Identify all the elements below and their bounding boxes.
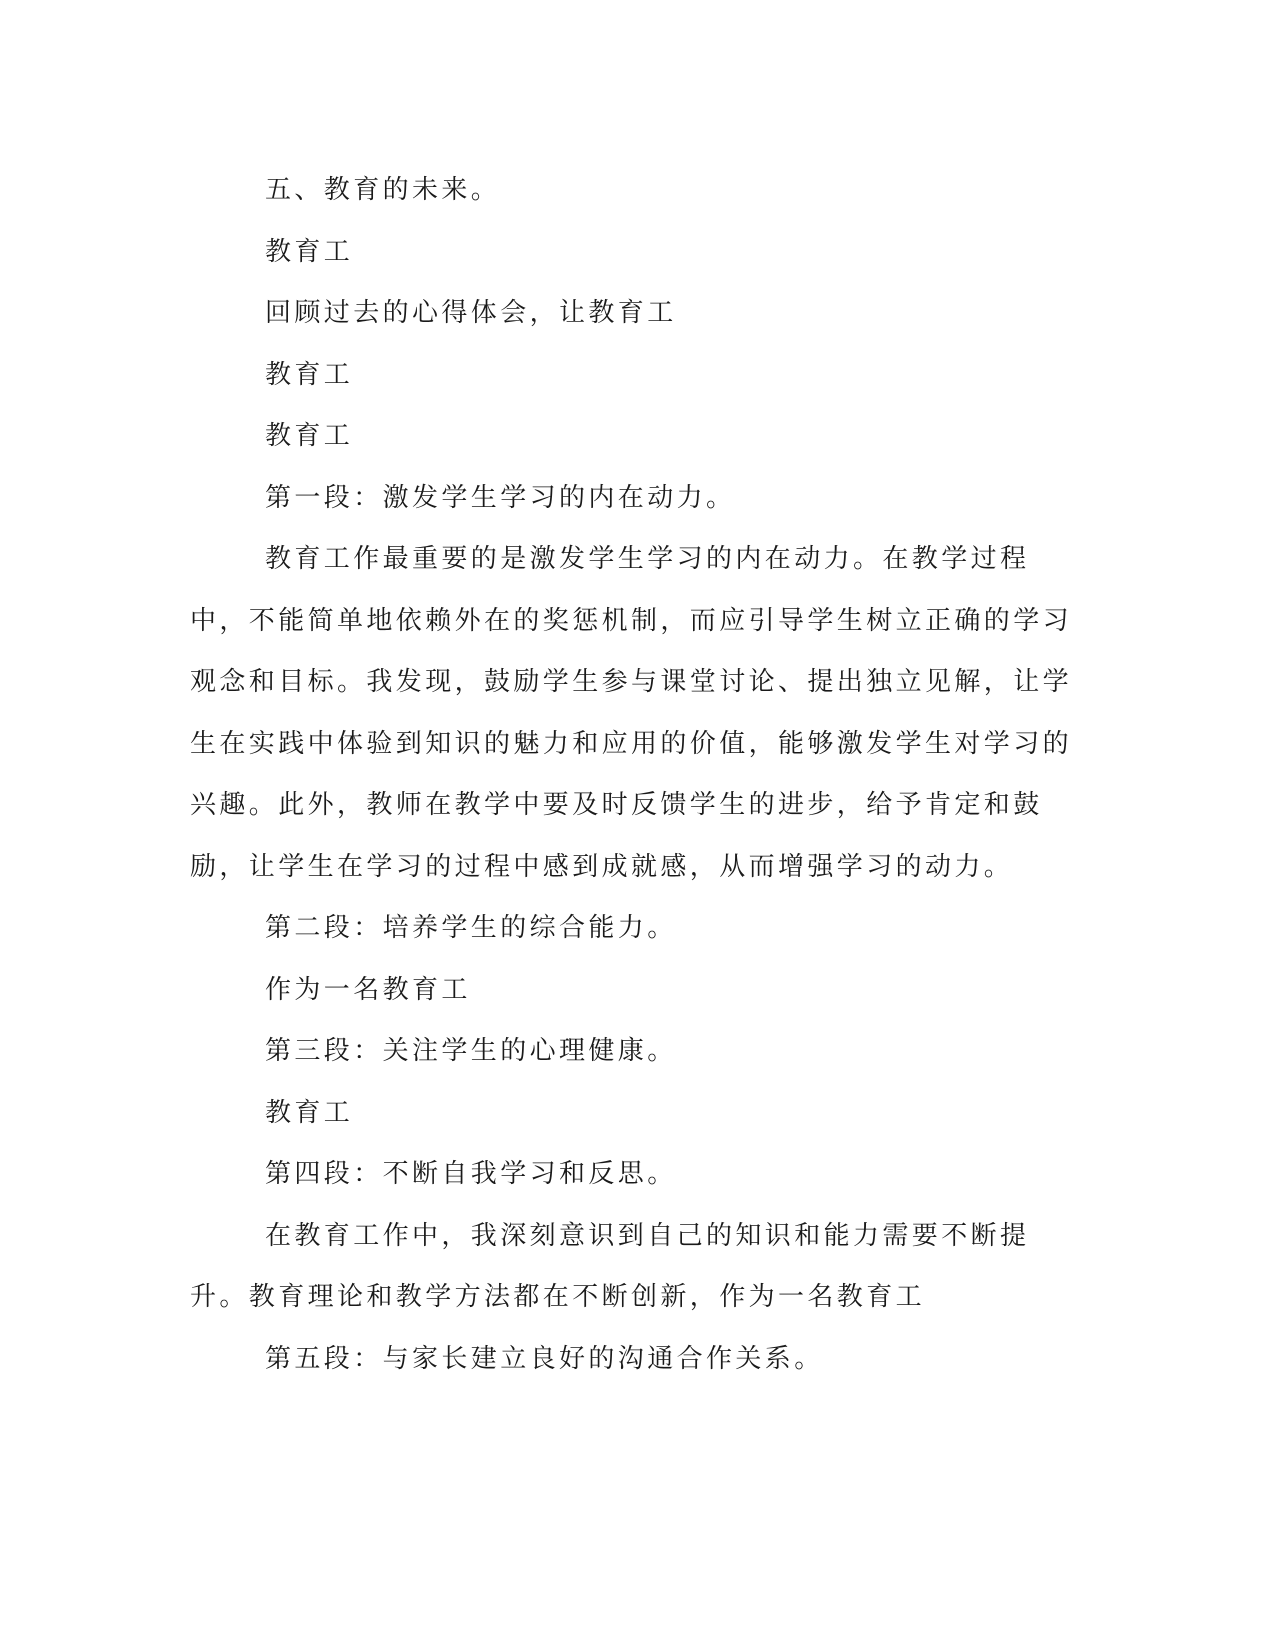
section-body-2: 作为一名教育工 — [265, 974, 471, 1005]
section-body-4: 在教育工作中，我深刻意识到自己的知识和能力需要不断提升。教育理论和教学方法都在不断创新，作为一名教育工 — [190, 1220, 1030, 1312]
section-heading-4: 第四段：不断自我学习和反思。 — [265, 1159, 677, 1189]
heading-future-of-education: 五、教育的未来。 — [265, 175, 501, 205]
document-body — [190, 160, 1075, 1390]
section-body-3: 教育工 — [265, 1097, 354, 1128]
paragraph-truncated-2: 教育工 — [265, 359, 354, 390]
section-heading-2: 第二段：培养学生的综合能力。 — [265, 913, 677, 943]
section-body-1: 教育工作最重要的是激发学生学习的内在动力。在教学过程中，不能简单地依赖外在的奖惩机制，而应引导学生树立正确的学习观念和目标。我发现，鼓励学生参与课堂讨论、提出独立见解，让学生在实践中体验到知识的魅力和应用的价值，能够激发学生对学习的兴趣。此外，教师在教学中要及时反馈学生的进步，给予肯定和鼓励，让学生在学习的过程中感到成就感，从而增强学习的动力。 — [190, 544, 1073, 882]
section-heading-3: 第三段：关注学生的心理健康。 — [265, 1036, 677, 1066]
section-heading-1: 第一段：激发学生学习的内在动力。 — [265, 482, 736, 513]
section-heading-5: 第五段：与家长建立良好的沟通合作关系。 — [265, 1343, 824, 1374]
paragraph-truncated-3: 教育工 — [265, 421, 354, 451]
paragraph-review-past: 回顾过去的心得体会，让教育工 — [265, 298, 677, 328]
paragraph-truncated-1: 教育工 — [265, 236, 354, 267]
